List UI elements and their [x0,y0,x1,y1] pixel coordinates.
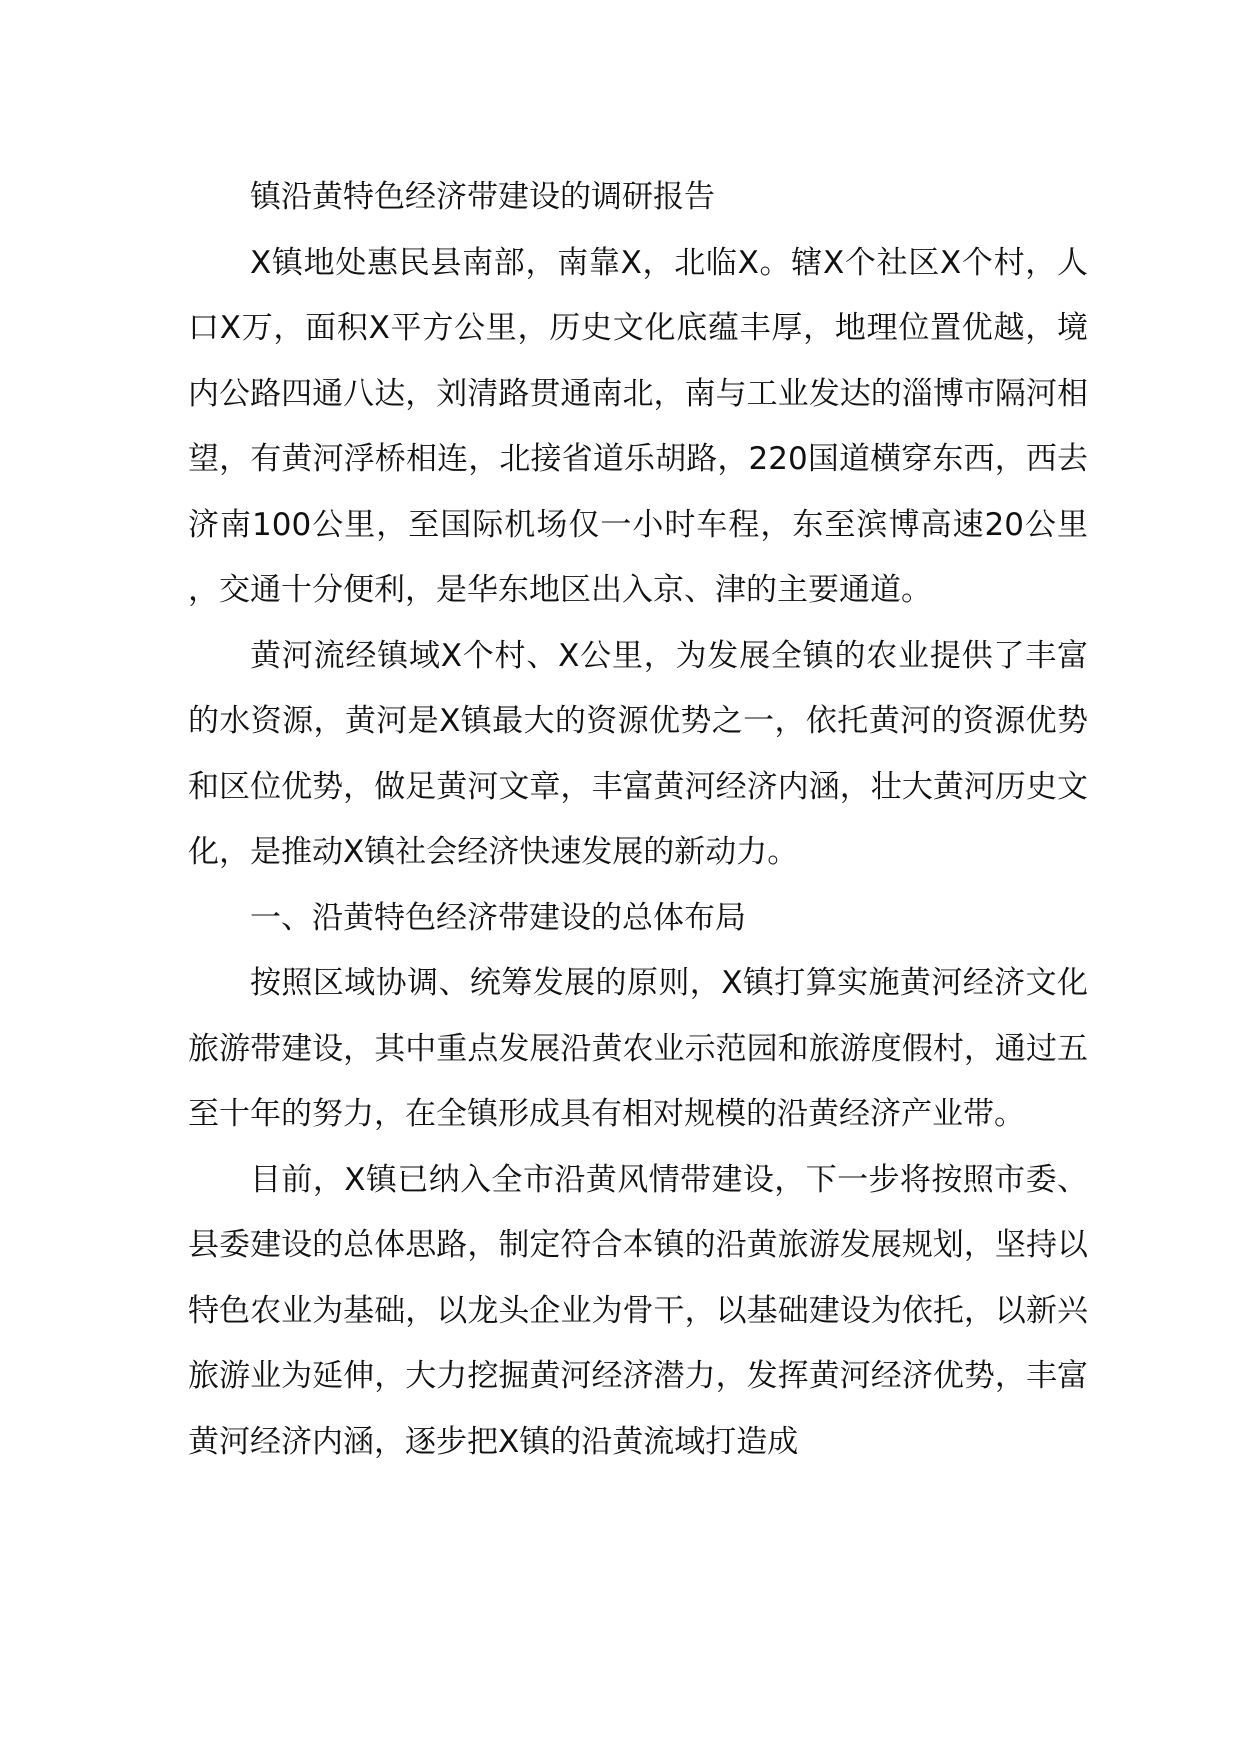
document-title: 镇沿黄特色经济带建设的调研报告 [250,179,715,215]
paragraph-location-overview: X镇地处惠民县南部，南靠X，北临X。辖X个社区X个村，人口X万，面积X平方公里，历史文化底蕴丰厚，地理位置优越，境内公路四通八达，刘清路贯通南北，南与工业发达的淄博市隔河相望，有黄河浮桥相连，北接省道乐胡路，220国道横穿东西，西去济南100公里，至国际机场仅一小时车程，东至滨博高速20公里，交通十分便利，是华东地区出入京、津的主要通道。 [188,244,1088,608]
paragraph-yellow-river-resources: 黄河流经镇域X个村、X公里，为发展全镇的农业提供了丰富的水资源，黄河是X镇最大的资源优势之一，依托黄河的资源优势和区位优势，做足黄河文章，丰富黄河经济内涵，壮大黄河历史文化，是推动X镇社会经济快速发展的新动力。 [188,637,1088,870]
section-heading-overall-layout: 一、沿黄特色经济带建设的总体布局 [250,899,746,936]
document-body [188,165,1088,1475]
paragraph-current-plan: 目前，X镇已纳入全市沿黄风情带建设，下一步将按照市委、县委建设的总体思路，制定符合本镇的沿黄旅游发展规划，坚持以特色农业为基础，以龙头企业为骨干，以基础建设为依托，以新兴旅游业为延伸，大力挖掘黄河经济潜力，发挥黄河经济优势，丰富黄河经济内涵，逐步把X镇的沿黄流域打造成 [188,1161,1088,1460]
paragraph-development-principle: 按照区域协调、统筹发展的原则，X镇打算实施黄河经济文化旅游带建设，其中重点发展沿黄农业示范园和旅游度假村，通过五至十年的努力，在全镇形成具有相对规模的沿黄经济产业带。 [188,965,1088,1132]
